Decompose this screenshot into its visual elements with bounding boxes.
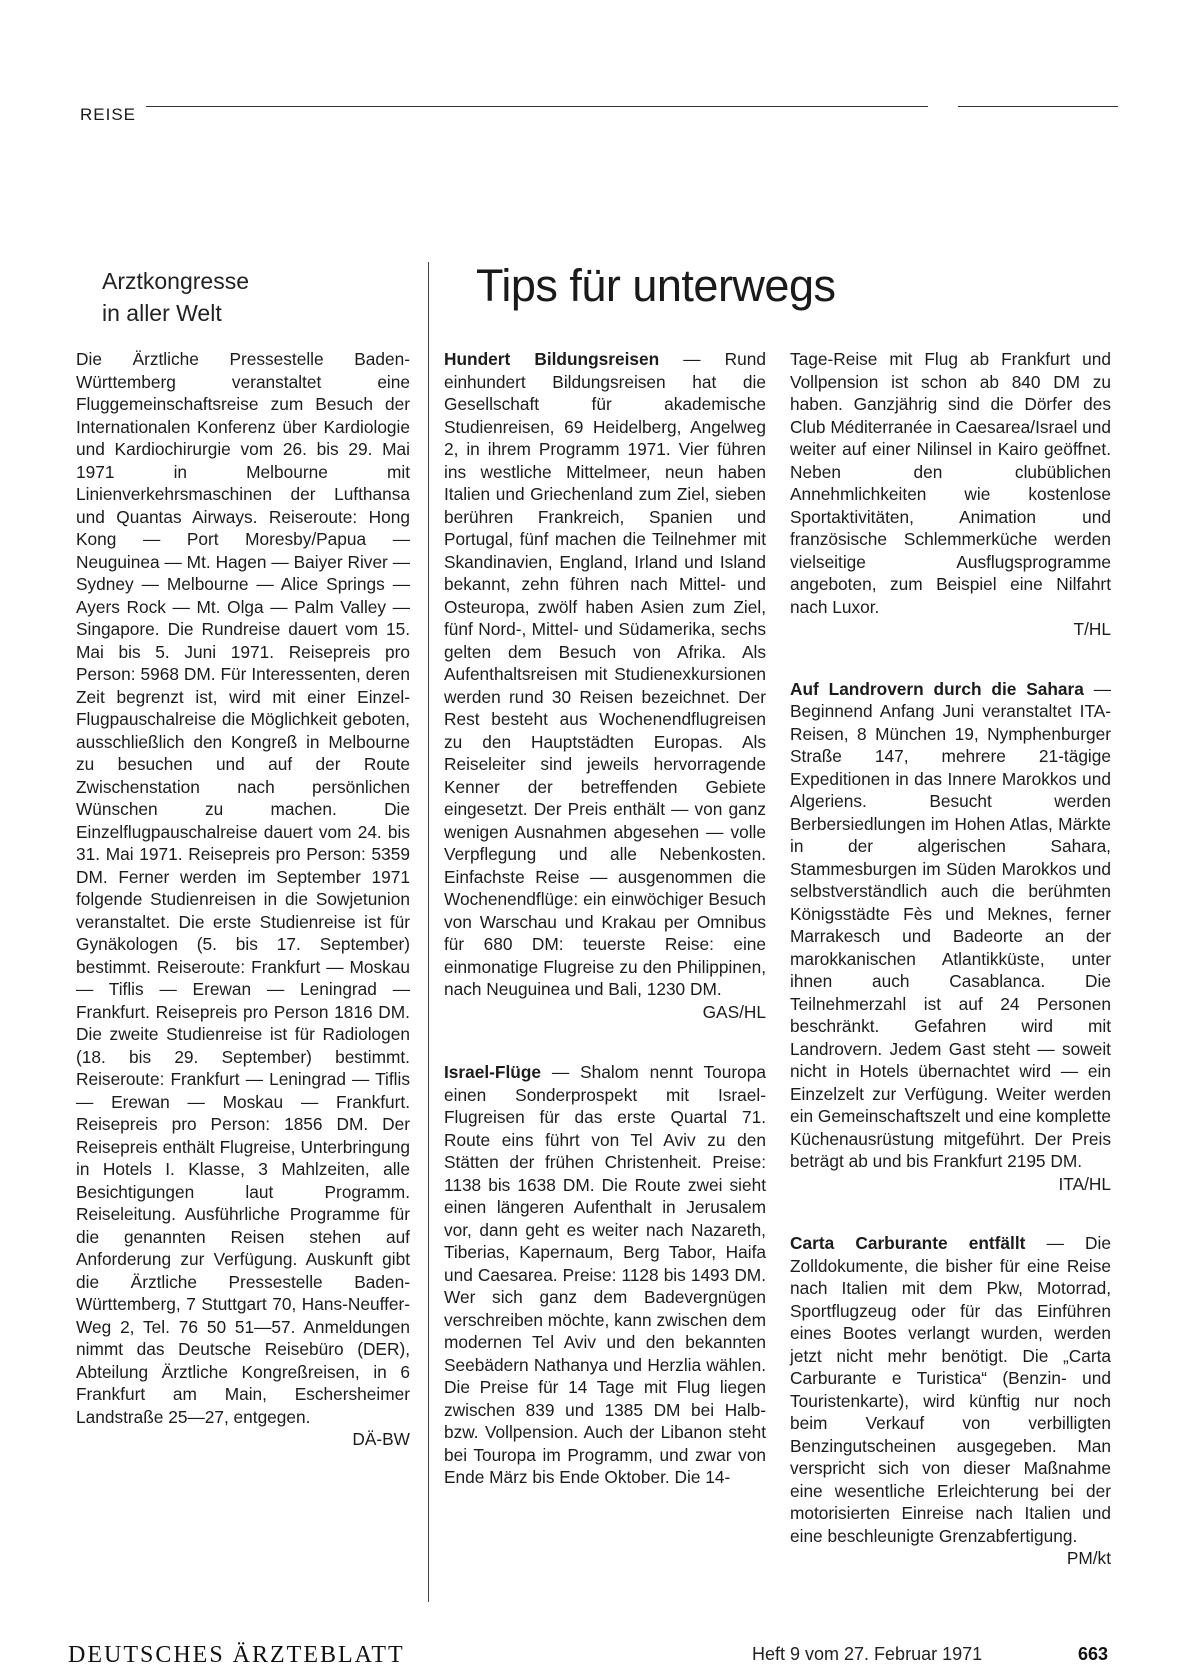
sidebar-title-line1: Arztkongresse (102, 268, 250, 294)
article-body: — Shalom nennt Touropa einen Sonderprospekt mit Israel-Flugreisen für das erste Quartal 71. Route eins führt von Tel Aviv zu den Stätten der frühen Christenheit. Preise: 1138 bis 1638 DM. Die Route zwei sieht einen längeren Aufenthalt in Jerusalem vor, dann geht es weiter nach Nazareth, Tiberias, Kapernaum, Berg Tabor, Haifa und Caesarea. Preise: 1128 bis 1493 DM. Wer sich ganz dem Badevergnügen verschreiben möchte, kann zwischen dem modernen Tel Aviv und den bekannten Seebädern Nathanya und Herzlia wählen. Die Preise für 14 Tage mit Flug liegen zwischen 839 und 1385 DM bei Halb- bzw. Vollpension. Auch der Libanon steht bei Touropa im Programm, und zwar von Ende März bis Ende Oktober. Die 14- (444, 1062, 766, 1487)
journal-name: DEUTSCHES ÄRZTEBLATT (68, 1642, 405, 1668)
main-column-middle (444, 348, 766, 1489)
issue-info: Heft 9 vom 27. Februar 1971 (752, 1644, 983, 1664)
article-body: — Die Zolldokumente, die bisher für eine Reise nach Italien mit dem Pkw, Motorrad, Sportflugzeug oder für das Einführen eines Bootes verlangt wurden, werden jetzt nicht mehr benötigt. Die „Carta Carburante e Turistica“ (Benzin- und Touristenkarte), wird künftig nur noch beim Verkauf von verbilligten Benzingutscheinen ausgegeben. Man verspricht sich von dieser Maßnahme eine wesentliche Erleichterung bei der motorisierten Einreise nach Italien und eine beschleunigte Grenzabfertigung. (790, 1233, 1111, 1546)
main-column-right (790, 348, 1111, 1570)
article-signature: PM/kt (1066, 1548, 1111, 1568)
article-israel-continued: Tage-Reise mit Flug ab Frankfurt und Vollpension ist schon ab 840 DM zu haben. Ganzjährig sind die Dörfer des Club Méditerranée in Caesarea/Israel und weiter auf einer Nilinsel in Kairo geöffnet. Neben den clubüblichen Annehmlichkeiten wie kostenlose Sportaktivitäten, Animation und französische Schlemmerküche werden vielseitige Ausflugsprogramme angeboten, zum Beispiel eine Nilfahrt nach Luxor. (790, 349, 1111, 617)
page-number: 663 (1078, 1644, 1109, 1664)
article-carta (790, 1232, 1111, 1547)
article-body: — Rund einhundert Bildungsreisen hat die Gesellschaft für akademische Studienreisen, 69 Heidelberg, Angelweg 2, in ihrem Programm 1971. Vier führen ins westliche Mittelmeer, neun haben Italien und Griechenland zum Ziel, sieben berühren Frankreich, Spanien und Portugal, fünf machen die Teilnehmer mit Skandinavien, England, Irland und Island bekannt, zehn führen nach Mittel- und Osteuropa, zwölf haben Asien zum Ziel, fünf Nord-, Mittel- und Südamerika, sechs gelten dem Besuch von Afrika. Als Aufenthaltsreisen mit Studienexkursionen werden rund 30 Reisen bezeichnet. Der Rest besteht aus Wochenendflugreisen zu den Hauptstädten Europas. Als Reiseleiter sind jeweils hervorragende Kenner der betreffenden Gebiete eingesetzt. Der Preis enthält — von ganz wenigen Ausnahmen abgesehen — volle Verpflegung und alle Nebenkosten. Einfachste Reise — ausgenommen die Wochenendflüge: ein einwöchiger Besuch von Warschau und Krakau per Omnibus für 680 DM: teuerste Reise: eine einmonatige Flugreise zu den Philippinen, nach Neuguinea und Bali, 1230 DM. (444, 349, 766, 999)
sidebar-signature: DÄ-BW (352, 1429, 410, 1449)
sidebar-title (102, 265, 422, 329)
article-bildungsreisen (444, 348, 766, 1001)
sidebar-body: Die Ärztliche Pressestelle Baden-Württemberg veranstaltet eine Fluggemeinschaftsreise zum Besuch der Internationalen Konferenz über Kardiologie und Kardiochirurgie vom 26. bis 29. Mai 1971 in Melbourne mit Linienverkehrsmaschinen der Lufthansa und Quantas Airways. Reiseroute: Hong Kong — Port Moresby/Papua — Neuguinea — Mt. Hagen — Baiyer River — Sydney — Melbourne — Alice Springs — Ayers Rock — Mt. Olga — Palm Valley — Singapore. Die Rundreise dauert vom 15. Mai bis 5. Juni 1971. Reisepreis pro Person: 5968 DM. Für Interessenten, deren Zeit begrenzt ist, wird mit einer Einzel-Flugpauschalreise die Möglichkeit geboten, ausschließlich den Kongreß in Melbourne zu besuchen und auf der Route Zwischenstation nach persönlichen Wünschen zu machen. Die Einzelflugpauschalreise dauert vom 24. bis 31. Mai 1971. Reisepreis pro Person: 5359 DM. Ferner werden im September 1971 folgende Studienreisen in die Sowjetunion veranstaltet. Die erste Studienreise ist für Gynäkologen (5. bis 17. September) bestimmt. Reiseroute: Frankfurt — Moskau — Tiflis — Erewan — Leningrad — Frankfurt. Reisepreis pro Person 1816 DM. Die zweite Studienreise ist für Radiologen (18. bis 29. September) bestimmt. Reiseroute: Frankfurt — Leningrad — Tiflis — Erewan — Moskau — Frankfurt. Reisepreis pro Person: 1856 DM. Der Reisepreis enthält Flugreise, Unterbringung in Hotels I. Klasse, 3 Mahlzeiten, alle Besichtigungen laut Programm. Reiseleitung. Ausführliche Programme für die genannten Reisen stehen auf Anforderung zur Verfügung. Auskunft gibt die Ärztliche Pressestelle Baden-Württemberg, 7 Stuttgart 70, Hans-Neuffer-Weg 2, Tel. 76 50 51—57. Anmeldungen nimmt das Deutsche Reisebüro (DER), Abteilung Ärztliche Kongreßreisen, in 6 Frankfurt am Main, Eschersheimer Landstraße 25—27, entgegen. (76, 349, 410, 1427)
article-signature: GAS/HL (702, 1001, 766, 1022)
article-heading: Auf Landrovern durch die Sahara (790, 678, 1084, 699)
sidebar-title-line2: in aller Welt (102, 300, 222, 326)
header-rule (146, 106, 1118, 107)
article-body: — Beginnend Anfang Juni veranstaltet ITA-Reisen, 8 München 19, Nymphenburger Straße 147, mehrere 21-tägige Expeditionen in das Innere Marokkos und Algeriens. Besucht werden Berbersiedlungen im Hohen Atlas, Märkte in der algerischen Sahara, Stammesburgen im Süden Marokkos und selbstverständlich auch die berühmten Königsstädte Fès und Meknes, ferner Marrakesch und Badeorte an der marokkanischen Atlantikküste, unter ihnen auch Casablanca. Die Teilnehmerzahl ist auf 24 Personen beschränkt. Gefahren wird mit Landrovern. Jedem Gast steht — soweit nicht in Hotels übernachtet wird — ein Einzelzelt zur Verfügung. Weiter werden ein Gemeinschaftszelt und eine komplette Küchenausrüstung mitgeführt. Der Preis beträgt ab und bis Frankfurt 2195 DM. (790, 678, 1111, 1171)
article-heading: Hundert Bildungsreisen (444, 349, 660, 369)
article-heading: Carta Carburante entfällt (790, 1233, 1026, 1253)
header-rule-break (928, 104, 958, 110)
page-title: Tips für unterwegs (476, 260, 836, 311)
sidebar-article (76, 348, 410, 1451)
article-israel (444, 1061, 766, 1489)
article-signature: ITA/HL (1058, 1173, 1111, 1194)
article-signature: T/HL (1073, 619, 1111, 639)
article-heading: Israel-Flüge (444, 1062, 541, 1082)
article-sahara (790, 678, 1111, 1173)
column-divider (428, 262, 429, 1602)
section-label: REISE (80, 105, 137, 124)
